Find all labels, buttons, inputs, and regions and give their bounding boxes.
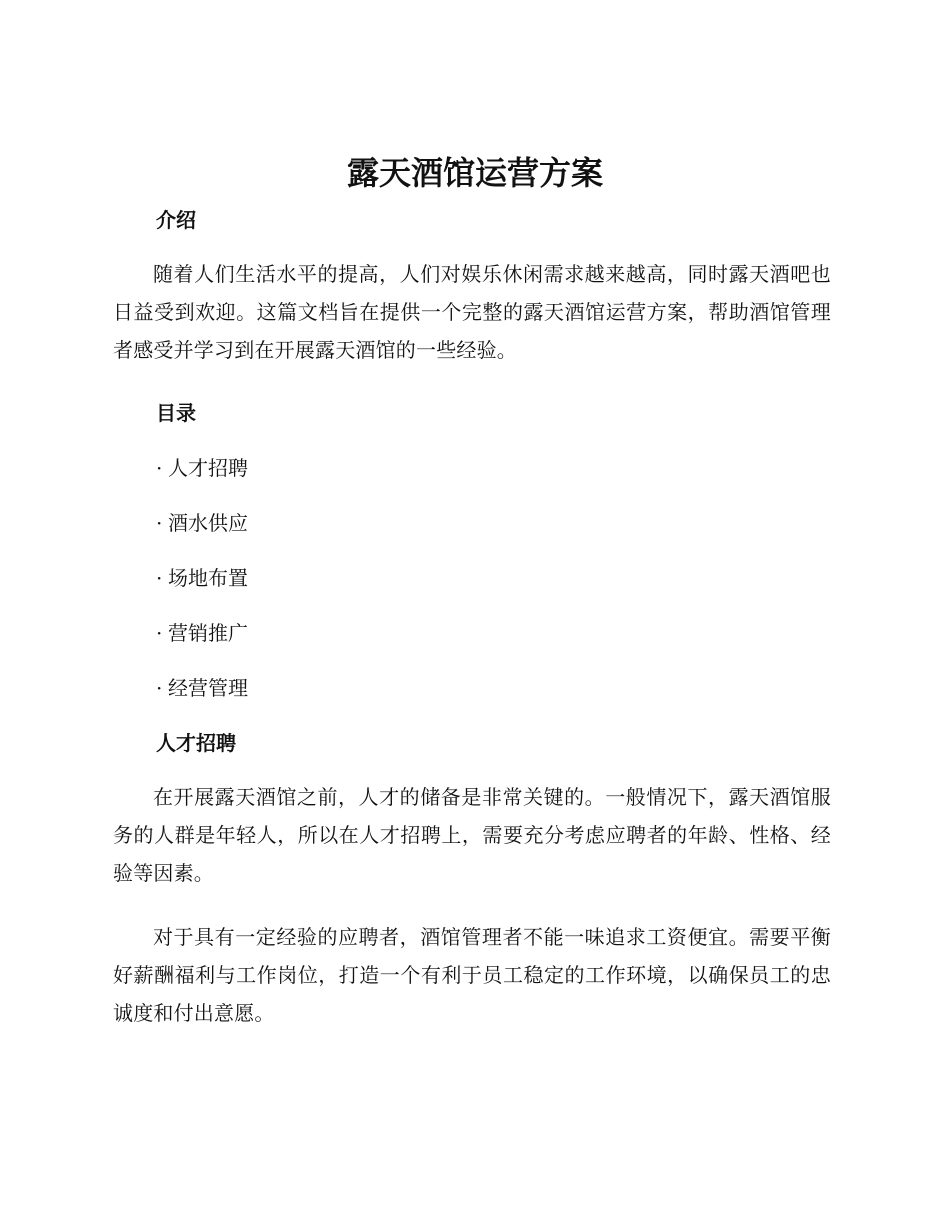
document-title: 露天酒馆运营方案 [346,154,603,192]
bullet-glyph: · [156,456,163,480]
section-heading-recruitment: 人才招聘 [156,731,236,755]
section-heading-intro: 介绍 [156,208,196,232]
intro-paragraph: 随着人们生活水平的提高，人们对娱乐休闲需求越来越高，同时露天酒吧也日益受到欢迎。这篇文档旨在提供一个完整的露天酒馆运营方案，帮助酒馆管理者感受并学习到在开展露天酒馆的一些经验。 [113,262,831,362]
toc-item-label: 人才招聘 [168,456,248,480]
recruitment-paragraph: 对于具有一定经验的应聘者，酒馆管理者不能一味追求工资便宜。需要平衡好薪酬福利与工作岗位，打造一个有利于员工稳定的工作环境，以确保员工的忠诚度和付出意愿。 [113,925,831,1025]
toc-item-label: 营销推广 [168,621,248,645]
toc-item [156,509,248,537]
bullet-glyph: · [156,621,163,645]
section-heading-toc: 目录 [156,401,196,425]
toc-item [156,454,248,482]
bullet-glyph: · [156,511,163,535]
toc-item-label: 场地布置 [168,566,248,590]
toc-item-label: 经营管理 [168,676,248,700]
toc-item [156,674,248,702]
bullet-glyph: · [156,566,163,590]
bullet-glyph: · [156,676,163,700]
recruitment-paragraph: 在开展露天酒馆之前，人才的储备是非常关键的。一般情况下，露天酒馆服务的人群是年轻人，所以在人才招聘上，需要充分考虑应聘者的年龄、性格、经验等因素。 [113,785,831,885]
toc-item [156,564,248,592]
toc-item-label: 酒水供应 [168,511,248,535]
toc-item [156,619,248,647]
